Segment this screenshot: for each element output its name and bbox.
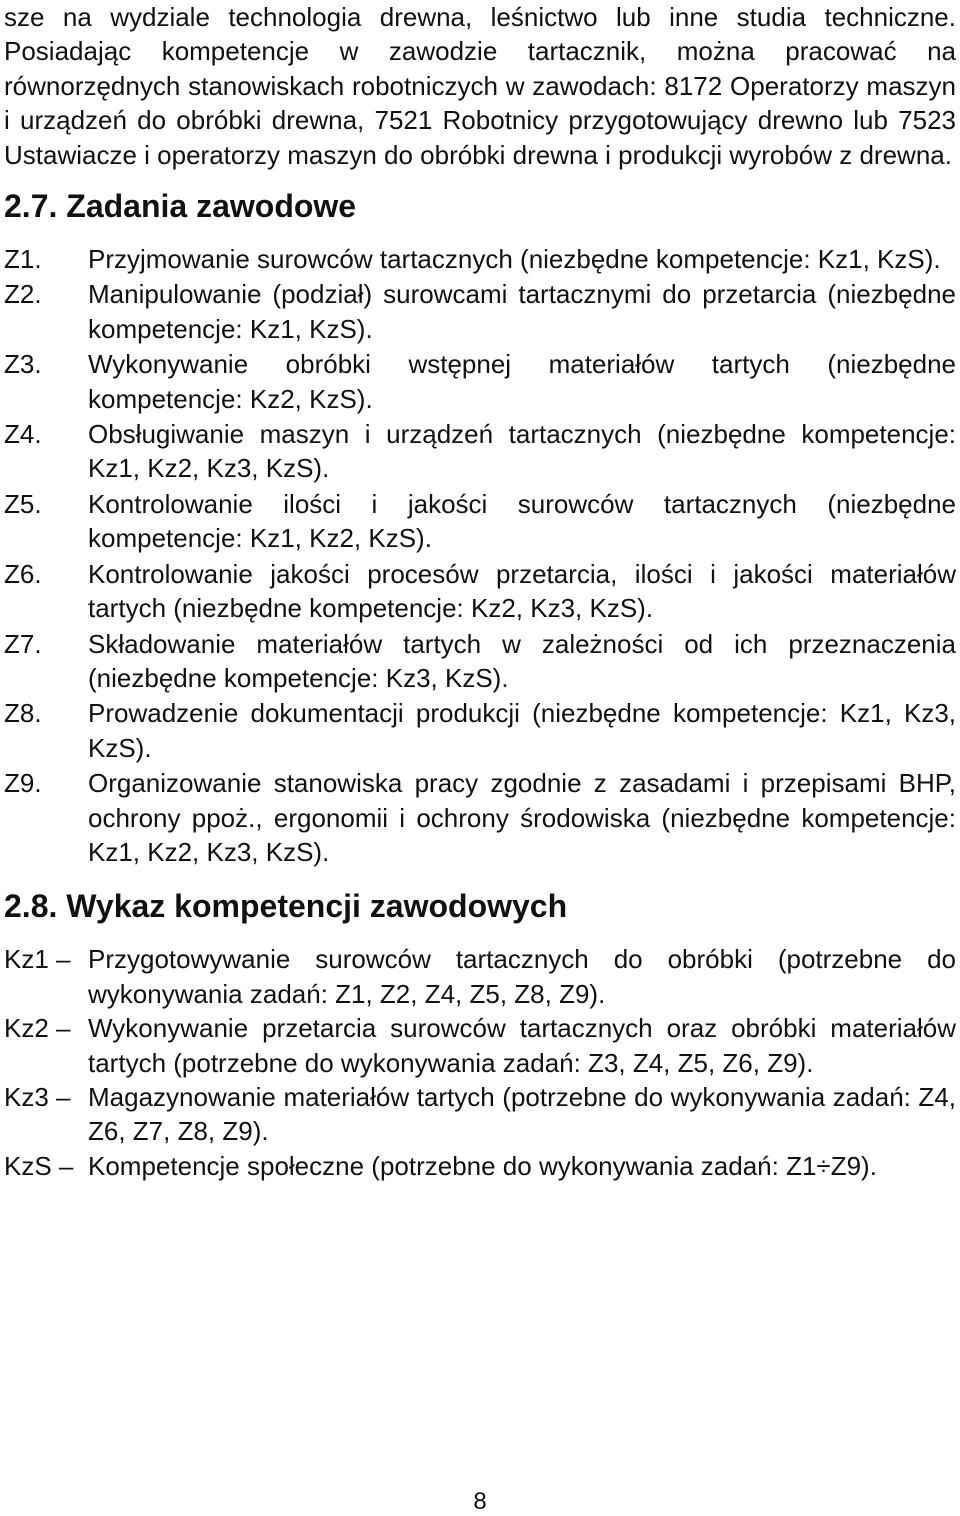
task-text: Kontrolowanie ilości i jakości surowców tartacznych (niezbędne kompetencje: Kz1, Kz2, KzS). <box>88 488 956 554</box>
competencies-heading: 2.8. Wykaz kompetencji zawodowych <box>4 888 568 925</box>
intro-paragraph: sze na wydziale technologia drewna, leśnictwo lub inne studia techniczne. Posiadając kompetencje w zawodzie tartacznik, można pracować na równorzędnych stanowiskach robotniczych w zawodach: 8172 Operatorzy maszyn i urządzeń do obróbki drewna, 7521 Robotnicy przygotowujący drewno lub 7523 Ustawiacze i operatorzy maszyn do obróbki drewna i produkcji wyrobów z drewna. <box>4 2 956 170</box>
task-item <box>4 347 956 416</box>
competency-text: Przygotowywanie surowców tartacznych do obróbki (potrzebne do wykonywania zadań: Z1, Z2, Z4, Z5, Z8, Z9). <box>88 944 956 1009</box>
task-code: Z3. <box>4 349 42 380</box>
task-code: Z6. <box>4 558 42 589</box>
task-code: Z5. <box>4 488 42 519</box>
task-item <box>4 696 956 765</box>
competency-item <box>4 1011 956 1080</box>
competency-item <box>4 1149 956 1183</box>
task-item <box>4 487 956 556</box>
competency-item <box>4 1080 956 1149</box>
competency-code: Kz2 – <box>4 1013 71 1044</box>
task-item <box>4 627 956 696</box>
task-item <box>4 242 956 276</box>
competency-text: Kompetencje społeczne (potrzebne do wykonywania zadań: Z1÷Z9). <box>88 1150 877 1181</box>
competency-code: KzS – <box>4 1150 74 1181</box>
task-code: Z2. <box>4 279 42 310</box>
competency-code: Kz3 – <box>4 1081 71 1112</box>
competency-code: Kz1 – <box>4 944 71 975</box>
competencies-list <box>4 942 956 1183</box>
task-code: Z8. <box>4 698 42 729</box>
task-text: Manipulowanie (podział) surowcami tartacznymi do przetarcia (niezbędne kompetencje: Kz1, KzS). <box>88 279 956 344</box>
task-item <box>4 766 956 869</box>
task-text: Składowanie materiałów tartych w zależności od ich przeznaczenia (niezbędne kompetencje: Kz3, KzS). <box>88 628 956 693</box>
tasks-list <box>4 242 956 869</box>
task-code: Z1. <box>4 244 42 275</box>
task-code: Z4. <box>4 419 42 450</box>
task-code: Z7. <box>4 628 42 659</box>
page-number: 8 <box>473 1488 487 1515</box>
task-text: Wykonywanie obróbki wstępnej materiałów tartych (niezbędne kompetencje: Kz2, KzS). <box>88 349 956 414</box>
competency-text: Magazynowanie materiałów tartych (potrzebne do wykonywania zadań: Z4, Z6, Z7, Z8, Z9). <box>88 1081 956 1147</box>
task-text: Obsługiwanie maszyn i urządzeń tartacznych (niezbędne kompetencje: Kz1, Kz2, Kz3, KzS). <box>88 419 956 484</box>
competency-item <box>4 942 956 1011</box>
task-text: Przyjmowanie surowców tartacznych (niezbędne kompetencje: Kz1, KzS). <box>88 244 941 275</box>
task-text: Prowadzenie dokumentacji produkcji (niezbędne kompetencje: Kz1, Kz3, KzS). <box>88 698 956 763</box>
task-item <box>4 277 956 346</box>
task-code: Z9. <box>4 768 42 799</box>
task-text: Kontrolowanie jakości procesów przetarcia, ilości i jakości materiałów tartych (niezbędne kompetencje: Kz2, Kz3, KzS). <box>88 558 956 624</box>
tasks-heading: 2.7. Zadania zawodowe <box>4 188 357 225</box>
task-item <box>4 557 956 626</box>
task-text: Organizowanie stanowiska pracy zgodnie z zasadami i przepisami BHP, ochrony ppoż., ergonomii i ochrony środowiska (niezbędne kompetencje: Kz1, Kz2, Kz3, KzS). <box>88 768 956 867</box>
competency-text: Wykonywanie przetarcia surowców tartacznych oraz obróbki materiałów tartych (potrzebne do wykonywania zadań: Z3, Z4, Z5, Z6, Z9). <box>88 1013 956 1078</box>
document-page <box>4 0 956 1183</box>
task-item <box>4 417 956 486</box>
